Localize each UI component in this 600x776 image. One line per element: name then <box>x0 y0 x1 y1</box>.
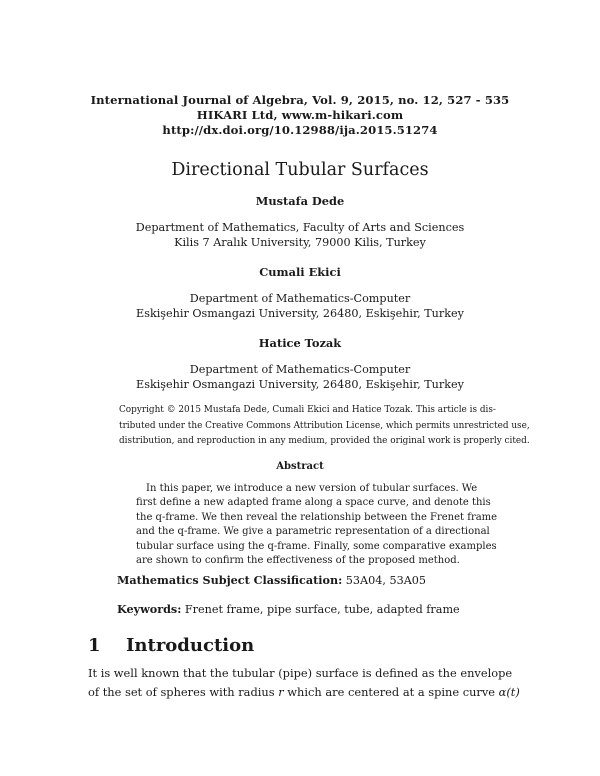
section-title: Introduction <box>126 635 255 656</box>
intro-line: It is well known that the tubular (pipe) surface is defined as the envelope <box>88 666 513 680</box>
author-affiliation: Eskişehir Osmangazi University, 26480, Eskişehir, Turkey <box>136 307 464 320</box>
abstract-line: the q-frame. We then reveal the relationship between the Frenet frame <box>136 511 498 523</box>
math-variable: r <box>278 685 284 699</box>
abstract-heading: Abstract <box>276 461 324 472</box>
author-affiliation: Department of Mathematics-Computer <box>189 363 411 376</box>
abstract-line: are shown to confirm the effectiveness of the proposed method. <box>136 555 460 567</box>
intro-text: of the set of spheres with radius <box>88 685 279 699</box>
abstract-line: first define a new adapted frame along a space curve, and denote this <box>136 497 491 509</box>
author-name: Hatice Tozak <box>258 336 342 350</box>
intro-paragraph <box>88 664 520 702</box>
author-affiliation: Department of Mathematics-Computer <box>189 292 411 305</box>
keywords-value: Frenet frame, pipe surface, tube, adapted frame <box>184 603 460 616</box>
abstract-body <box>136 482 498 568</box>
msc-label: Mathematics Subject Classification: <box>117 573 343 587</box>
msc-value: 53A04, 53A05 <box>345 574 427 587</box>
keywords <box>117 602 460 616</box>
section-number: 1 <box>88 635 101 656</box>
intro-line <box>88 683 520 702</box>
copyright-line: Copyright © 2015 Mustafa Dede, Cumali Ekici and Hatice Tozak. This article is dis- <box>119 405 496 415</box>
author-affiliation: Kilis 7 Aralık University, 79000 Kilis, Turkey <box>174 236 426 249</box>
publisher-line: HIKARI Ltd, www.m-hikari.com <box>196 108 404 122</box>
keywords-label: Keywords: <box>117 602 182 616</box>
abstract-line: In this paper, we introduce a new version of tubular surfaces. We <box>146 483 478 494</box>
author-name: Mustafa Dede <box>255 194 345 208</box>
msc-classification <box>117 573 426 587</box>
journal-citation: International Journal of Algebra, Vol. 9, 2015, no. 12, 527 - 535 <box>90 93 510 107</box>
paper-title: Directional Tubular Surfaces <box>171 160 429 180</box>
copyright-line: tributed under the Creative Commons Attribution License, which permits unrestricted use, <box>119 420 530 431</box>
math-variable: α(t) <box>498 685 520 699</box>
copyright-notice <box>119 403 530 450</box>
abstract-line: tubular surface using the q-frame. Finally, some comparative examples <box>136 540 497 552</box>
author-affiliation: Eskişehir Osmangazi University, 26480, Eskişehir, Turkey <box>136 378 464 391</box>
section-heading <box>88 635 254 656</box>
abstract-line: and the q-frame. We give a parametric representation of a directional <box>136 526 490 538</box>
author-name: Cumali Ekici <box>259 265 341 279</box>
doi-link[interactable]: http://dx.doi.org/10.12988/ija.2015.51274 <box>162 123 438 137</box>
intro-text: which are centered at a spine curve <box>283 685 499 699</box>
author-affiliation: Department of Mathematics, Faculty of Arts and Sciences <box>135 221 465 234</box>
copyright-line: distribution, and reproduction in any medium, provided the original work is properly cited. <box>119 436 530 447</box>
